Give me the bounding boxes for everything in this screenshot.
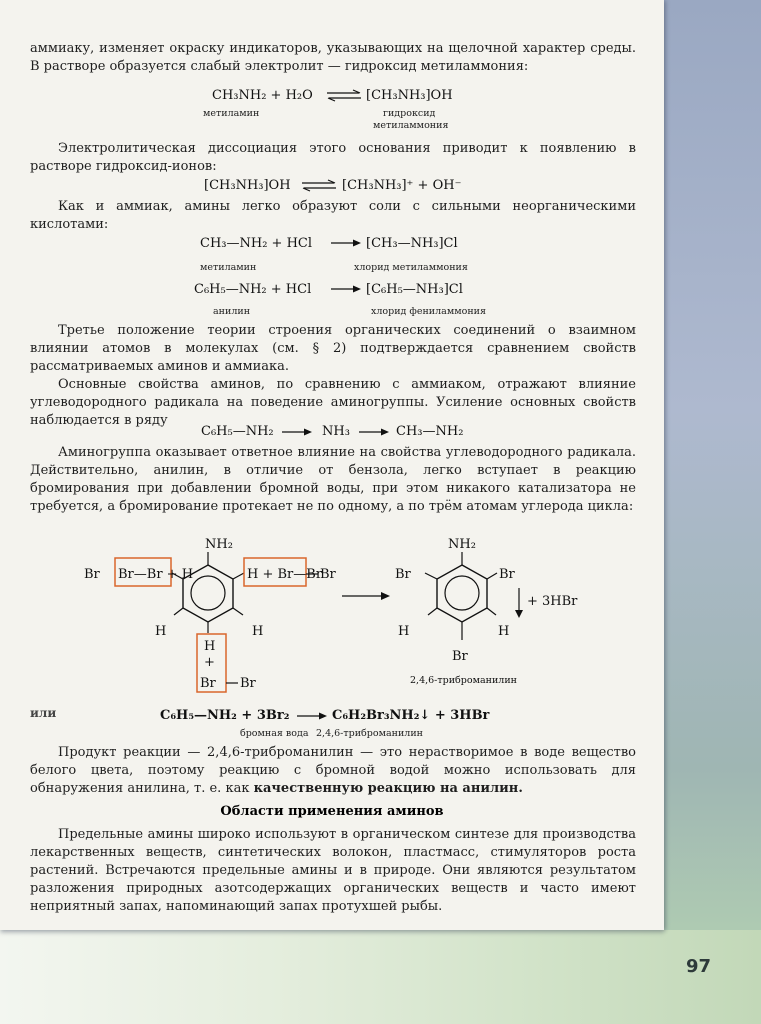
page-number: 97 bbox=[686, 956, 712, 977]
qualitative-reaction-term: качественную реакцию на анилин. bbox=[253, 781, 523, 796]
left-box-text: Br—Br + H bbox=[118, 567, 194, 582]
arrow-3 bbox=[330, 238, 362, 248]
bottom-box-plus: + bbox=[204, 655, 215, 670]
paragraph-7: Продукт реакции — 2,4,6-триброманилин — это нерастворимое в воде вещество белого цвета, поэтому реакцию с бромной водой можно использовать для обнаружения анилина, т. е. как качественную реакцию на анилин. bbox=[30, 745, 636, 796]
right-br-atom: Br bbox=[320, 567, 336, 582]
equation-4-rhs: [C₆H₅—NH₃]Cl bbox=[366, 282, 463, 297]
or-word: или bbox=[30, 706, 57, 720]
product-h-right: H bbox=[498, 624, 510, 639]
equation-6-lhs: C₆H₅—NH₂ + 3Br₂ bbox=[160, 708, 290, 723]
paragraph-4: Третье положение теории строения органических соединений о взаимном влиянии атомов в молекулах (см. § 2) подтверждается сравнением свойств рассматриваемых аминов и аммиака. bbox=[30, 323, 636, 374]
series-methylamine: CH₃—NH₂ bbox=[396, 424, 464, 439]
label-aniline: анилин bbox=[213, 306, 251, 317]
label-hydroxide: гидроксид bbox=[383, 108, 436, 119]
equation-4-lhs: C₆H₅—NH₂ + HCl bbox=[194, 282, 312, 297]
paragraph-1: аммиаку, изменяет окраску индикаторов, указывающих на щелочной характер среды. В растворе образуется слабый электролит — гидроксид метиламмония: bbox=[30, 41, 636, 74]
paragraph-6: Аминогруппа оказывает ответное влияние на свойства углеводородного радикала. Действительно, анилин, в отличие от бензола, легко вступает в реакцию бромирования при добавлении бромной воды, при этом никакого катализатора не требуется, а бромирование протекает не по одному, а по трём атомам углерода цикла: bbox=[30, 445, 636, 514]
paragraph-3: Как и аммиак, амины легко образуют соли с сильными неорганическими кислотами: bbox=[30, 199, 636, 232]
aniline-h-ortho-right: H bbox=[252, 624, 264, 639]
series-arrow-1 bbox=[281, 427, 313, 437]
equation-6-rhs: C₆H₂Br₃NH₂↓ + 3HBr bbox=[332, 708, 490, 723]
aniline-nh2: NH₂ bbox=[205, 537, 233, 552]
product-br-right: Br bbox=[499, 567, 515, 582]
arrow-4 bbox=[330, 284, 362, 294]
product-nh2: NH₂ bbox=[448, 537, 476, 552]
paragraph-2: Электролитическая диссоциация этого основания приводит к появлению в растворе гидроксид-ионов: bbox=[30, 141, 636, 174]
product-br-left: Br bbox=[395, 567, 411, 582]
background-strip bbox=[664, 0, 761, 1024]
label-methylamine-2: метиламин bbox=[200, 262, 257, 273]
aniline-ring-circle bbox=[191, 576, 225, 610]
bottom-br-atom: Br bbox=[240, 676, 256, 691]
aniline-h-ortho-left: H bbox=[155, 624, 167, 639]
equation-1-rhs: [CH₃NH₃]OH bbox=[366, 88, 453, 103]
equation-2-lhs: [CH₃NH₃]OH bbox=[204, 178, 291, 193]
right-box-text: H + Br—Br bbox=[247, 567, 323, 582]
equilibrium-arrow-2 bbox=[300, 179, 338, 193]
product-br-para: Br bbox=[452, 649, 468, 664]
label-phenylammonium-chloride: хлорид фениламмония bbox=[371, 306, 486, 317]
label-methylammonium-chloride: хлорид метиламмония bbox=[354, 262, 468, 273]
arrow-6 bbox=[296, 711, 328, 721]
paragraph-5: Основные свойства аминов, по сравнению с аммиаком, отражают влияние углеводородного радикала на поведение аминогруппы. Усиление основных свойств наблюдается в ряду bbox=[30, 377, 636, 428]
label-tribromoaniline: 2,4,6-триброманилин bbox=[316, 728, 423, 739]
section-heading: Области применения аминов bbox=[220, 804, 444, 819]
background-band bbox=[0, 930, 761, 1024]
bottom-box-br: Br bbox=[200, 676, 216, 691]
bottom-box-h: H bbox=[204, 639, 216, 654]
series-aniline: C₆H₅—NH₂ bbox=[201, 424, 274, 439]
product-name-label: 2,4,6-триброманилин bbox=[410, 675, 517, 686]
label-methylamine: метиламин bbox=[203, 108, 260, 119]
series-arrow-2 bbox=[358, 427, 390, 437]
paragraph-8: Предельные амины широко используют в органическом синтезе для производства лекарственных веществ, синтетических волокон, пластмасс, стимуляторов роста растений. Встречаются предельные амины и в природе. Они являются результатом разложения природных азотсодержащих органических веществ и часто имеют неприятный запах, напоминающий запах протухшей рыбы. bbox=[30, 827, 636, 914]
bromination-scheme bbox=[0, 530, 664, 700]
equation-3-lhs: CH₃—NH₂ + HCl bbox=[200, 236, 313, 251]
left-br-atom: Br bbox=[84, 567, 100, 582]
equilibrium-arrow-1 bbox=[325, 89, 363, 103]
label-methylammonium: метиламмония bbox=[373, 120, 449, 131]
label-bromine-water: бромная вода bbox=[240, 728, 309, 739]
equation-3-rhs: [CH₃—NH₃]Cl bbox=[366, 236, 458, 251]
series-ammonia: NH₃ bbox=[322, 424, 350, 439]
equation-1-lhs: CH₃NH₂ + H₂O bbox=[212, 88, 313, 103]
product-h-left: H bbox=[398, 624, 410, 639]
product-plus-hbr: + 3HBr bbox=[527, 594, 578, 609]
equation-2-rhs: [CH₃NH₃]⁺ + OH⁻ bbox=[342, 178, 462, 193]
